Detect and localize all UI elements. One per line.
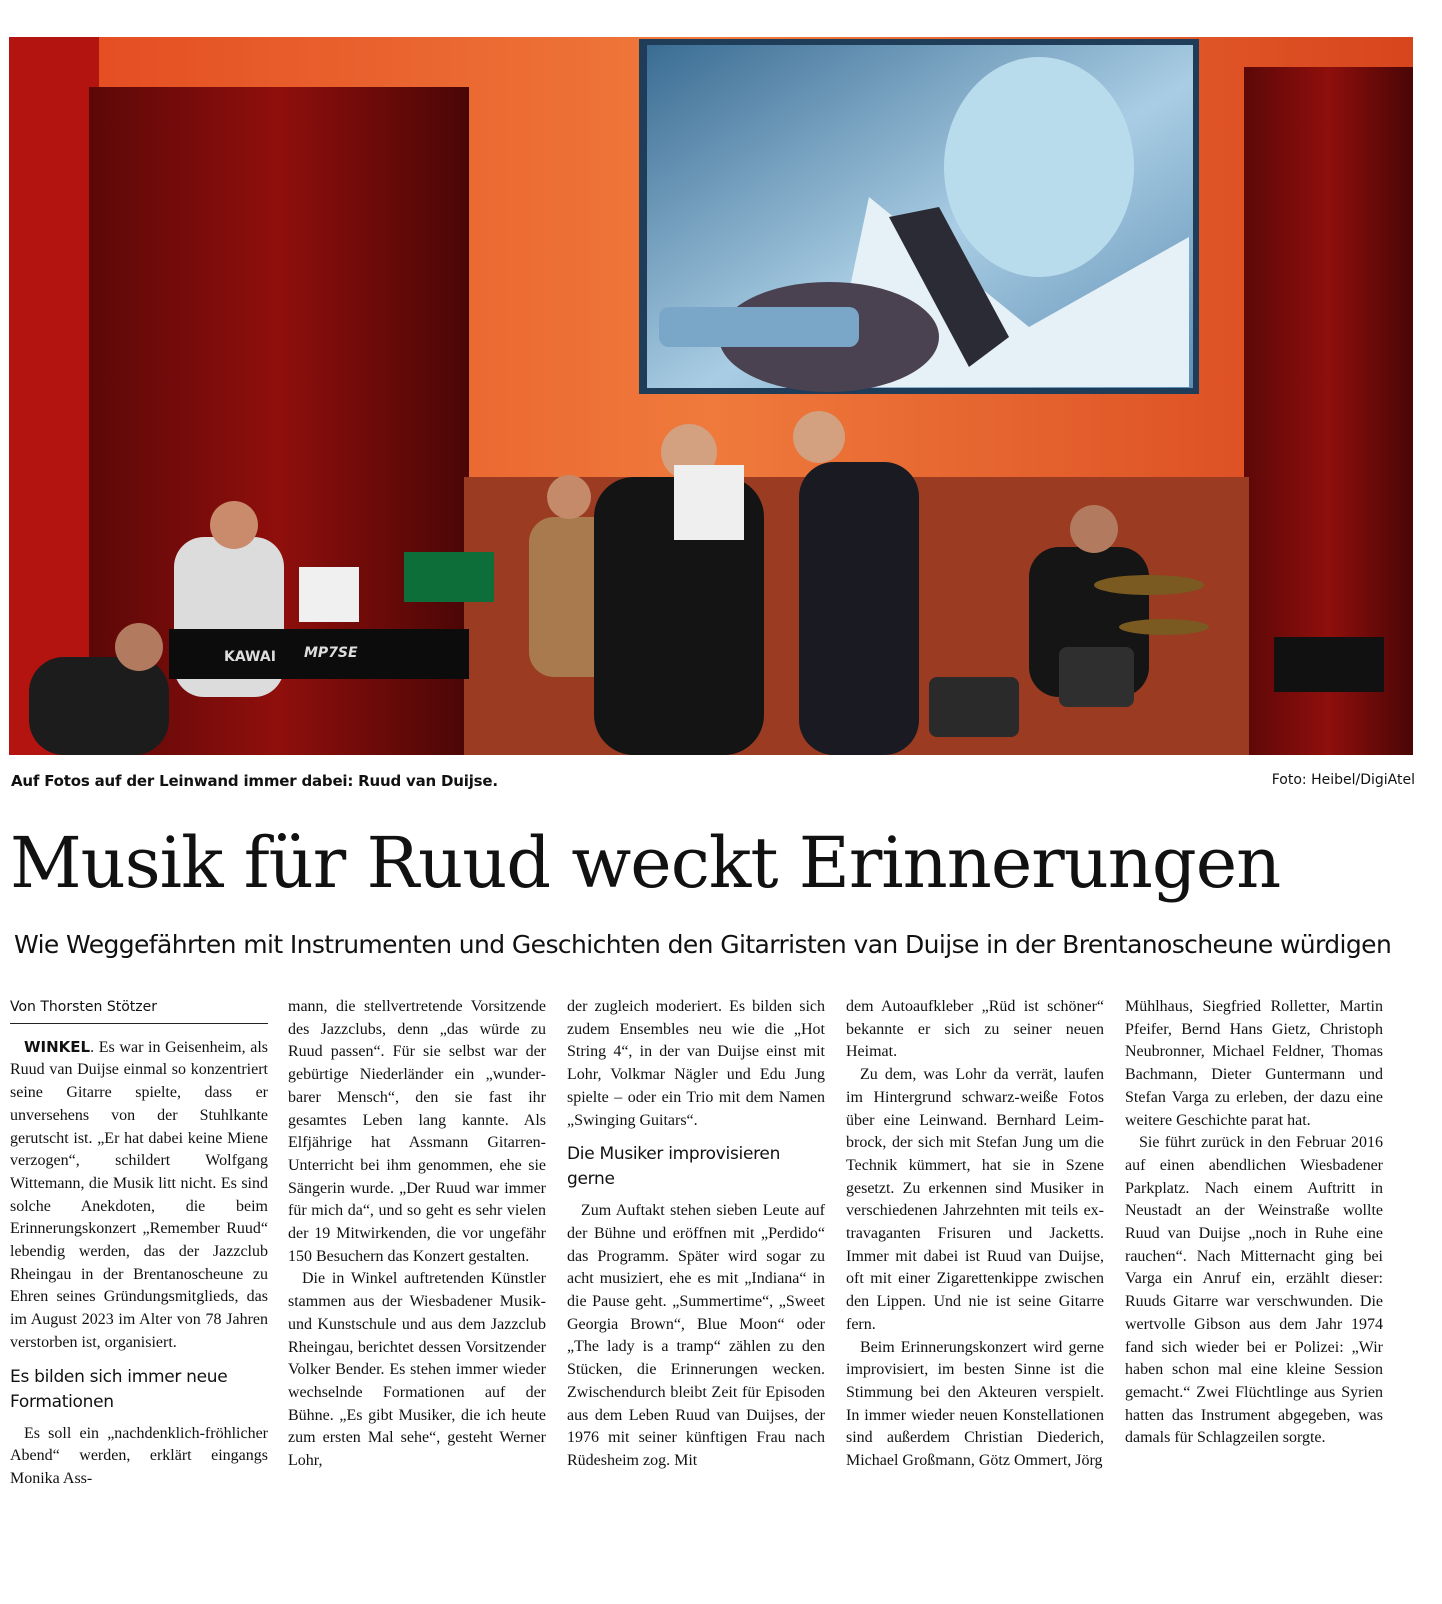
section-heading: Die Musiker improvisieren gerne	[567, 1144, 781, 1190]
concert-photo-illustration	[9, 37, 1413, 755]
paragraph: dem Autoaufkleber „Rüd ist schöner“ bekannte er sich zu seiner neuen Heimat.	[846, 998, 1104, 1061]
section-heading: Es bilden sich immer neue Formationen	[10, 1366, 228, 1412]
paragraph: mann, die stellvertretende Vorsitzende des Jazzclubs, denn „das würde zu Ruud passen“. Für sie selbst war der gebürtige Niederländer ein „wunderbarer Mensch“, den sie fast ihr gesamtes Leben lang kannte. Als Elfjährige hat Assmann Gitarren-Unterricht bei ihm genommen, ehe sie Sängerin wurde. „Der Ruud war immer für mich da“, und so geht es sehr vielen der 19 Mitwirkenden, die vor ungefähr 150 Besuchern das Konzert gestalten.	[288, 998, 546, 1265]
column-5	[1125, 996, 1383, 1450]
concert-photo	[9, 37, 1413, 755]
column-2	[288, 996, 546, 1473]
paragraph: der zugleich moderiert. Es bilden sich zudem Ensembles neu wie die „Hot String 4“, in der van Duijse einst mit Lohr, Volkmar Nägler und Edu Jung spielte – oder ein Trio mit dem Namen „Swinging Guitars“.	[567, 998, 825, 1129]
paragraph-text: . Es war in Geisenheim, als Ruud van Duijse einmal so konzentriert seine Gitarre spielte, dass er unversehens von der Stuhlkante gerutscht ist. „Er hat dabei keine Miene verzogen“, schildert Wolfgang Wittemann, die Musik litt nicht. Es sind solche Anekdoten, die beim Erinnerungskonzert „Remember Ruud“ lebendig werden, das der Jazzclub Rheingau in der Brentanoscheune zu Ehren seines Gründungsmitglieds, das im August 2023 im Alter von 78 Jahren verstorben ist, organisiert.	[10, 1038, 268, 1351]
paragraph: Sie führt zurück in den Februar 2016 auf einen abendlichen Wiesbadener Parkplatz. Nach einem Auftritt in Neustadt an der Weinstraße wollte Ruud van Duijse „noch in Ruhe eine rauchen“. Nach Mitternacht ging bei Varga ein Anruf ein, erzählt dieser: Ruuds Gitarre war verschwunden. Die wertvolle Gibson aus dem Jahr 1974 fand sich wieder bei er Polizei: „Wir haben schon mal eine kleine Session gemacht.“ Zwei Flüchtlinge aus Syrien hatten das Instrument abgegeben, was damals für Schlagzeilen sorgte.	[1125, 1134, 1383, 1447]
subheadline: Wie Weggefährten mit Instrumenten und Geschichten den Gitarristen van Duijse in der Brentanoscheune würdigen	[14, 930, 1392, 959]
paragraph: Zu dem, was Lohr da verrät, laufen im Hintergrund schwarz-weiße Fotos über eine Leinwand. Bernhard Leimbrock, der sich mit Stefan Jung um die Technik kümmert, hat sie in Szene gesetzt. Zu erkennen sind Musiker in verschiedenen Jahrzehnten mit teils extravaganten Frisuren und Jacketts. Immer mit dabei ist Ruud van Duijse, oft mit einer Zigarettenkippe zwischen den Lippen. Und nie ist seine Gitarre fern.	[846, 1066, 1104, 1333]
headline: Musik für Ruud weckt Erinnerungen	[10, 822, 1281, 904]
screen	[639, 39, 1199, 394]
paragraph: Es soll ein „nachdenklich-fröhlicher Abend“ werden, erklärt eingangs Monika Ass-	[10, 1424, 268, 1487]
dateline: WINKEL	[24, 1037, 91, 1056]
paragraph: Mühlhaus, Siegfried Rolletter, Martin Pfeifer, Bernd Hans Gietz, Christoph Neubronner, Michael Feldner, Thomas Bachmann, Dieter Guntermann und Stefan Varga zu erleben, der dazu eine weitere Geschichte parat hat.	[1125, 998, 1383, 1129]
paragraph: Die in Winkel auftretenden Künstler stammen aus der Wiesbadener Musik- und Kunstschule und aus dem Jazzclub Rheingau, berichtet dessen Vorsitzender Volker Bender. Es stehen immer wieder wechselnde Formationen auf der Bühne. „Es gibt Musiker, die ich heute zum ersten Mal sehe“, gesteht Werner Lohr,	[288, 1270, 546, 1470]
byline: Von Thorsten Stötzer	[10, 996, 268, 1024]
paragraph: Zum Auftakt stehen sieben Leute auf der Bühne und eröffnen mit „Perdido“ das Programm. Später wird sogar zu acht musiziert, ehe es mit „Indiana“ in die Pause geht. „Summertime“, „Sweet Georgia Brown“, Blue Moon“ oder „The lady is a tramp“ zählen zu den Stücken, die Erinnerungen wecken. Zwischendurch bleibt Zeit für Episoden aus dem Leben Ruud van Duijses, der 1976 mit seiner künftigen Frau nach Rüdesheim zog. Mit	[567, 1202, 825, 1469]
keyboard-brand-label: KAWAI	[224, 649, 276, 665]
paragraph	[10, 1036, 268, 1355]
photo-caption: Auf Fotos auf der Leinwand immer dabei: Ruud van Duijse.	[11, 772, 498, 790]
paragraph: Beim Erinnerungskonzert wird gerne improvisiert, im besten Sinne ist die Stimmung bei den Akteuren verspielt. In immer wieder neuen Konstellationen sind außerdem Christian Diederich, Michael Großmann, Götz Ommert, Jörg	[846, 1338, 1104, 1470]
photo-credit: Foto: Heibel/DigiAtel	[1271, 772, 1415, 788]
keyboard-model-label: MP7SE	[304, 645, 358, 661]
column-3	[567, 996, 825, 1473]
column-1	[10, 996, 268, 1491]
column-4	[846, 996, 1104, 1473]
left-red-column	[9, 37, 99, 755]
keyboard	[169, 629, 469, 679]
